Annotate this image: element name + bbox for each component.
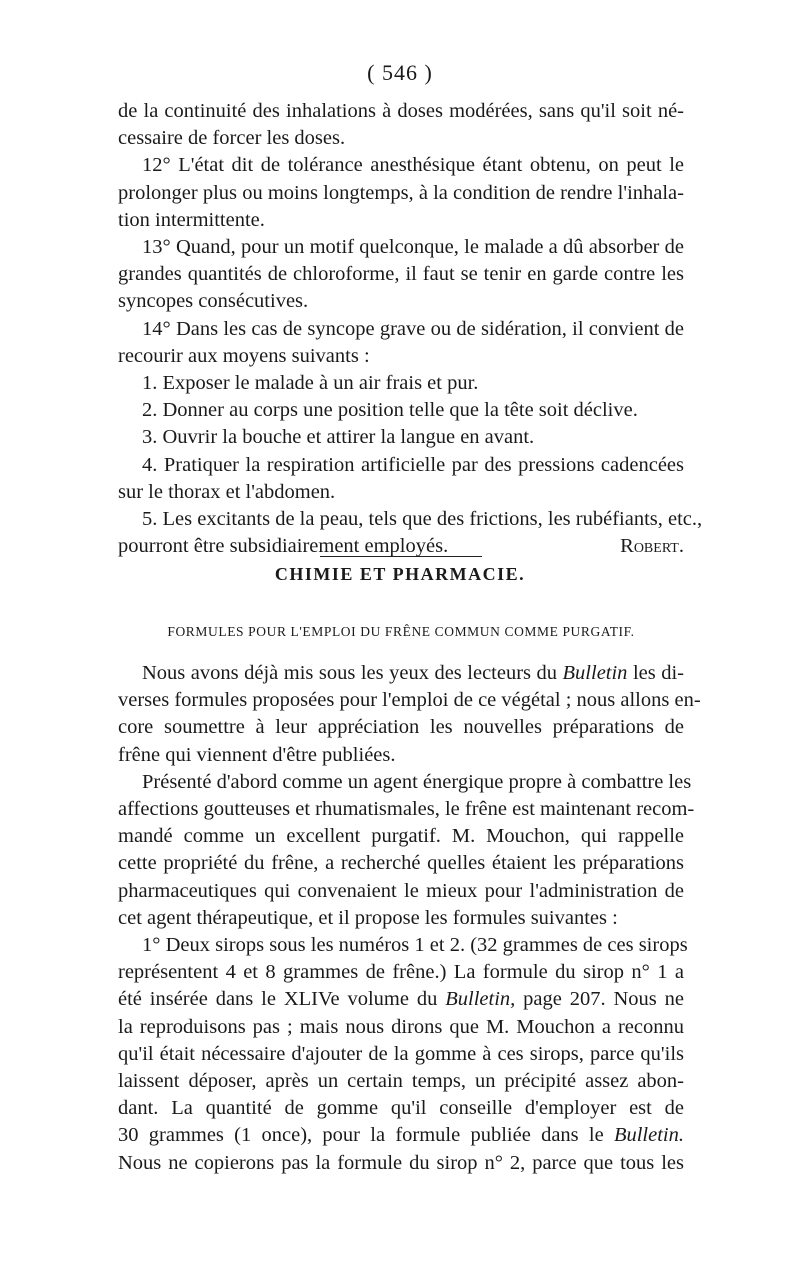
section-divider bbox=[320, 556, 482, 557]
section-heading: CHIMIE ET PHARMACIE. bbox=[274, 564, 526, 584]
list-item: 1. Exposer le malade à un air frais et pur. bbox=[142, 372, 479, 395]
text-line: 13° Quand, pour un motif quelconque, le malade a dû absorber de bbox=[142, 236, 684, 259]
text-line: pourront être subsidiairement employés. bbox=[118, 535, 449, 558]
text-line: 1° Deux sirops sous les numéros 1 et 2. (32 grammes de ces sirops bbox=[142, 934, 688, 957]
text-line: cette propriété du frêne, a recherché quelles étaient les préparations bbox=[118, 852, 684, 875]
page-number: ( 546 ) bbox=[367, 60, 433, 85]
text-line: affections goutteuses et rhumatismales, le frêne est maintenant recom- bbox=[118, 798, 695, 821]
text-line: Nous avons déjà mis sous les yeux des lecteurs du Bulletin les di- bbox=[142, 662, 684, 684]
text-line: été insérée dans le XLIVe volume du Bulletin, page 207. Nous ne bbox=[118, 988, 684, 1011]
list-item: 5. Les excitants de la peau, tels que des frictions, les rubéfiants, etc., bbox=[142, 508, 703, 531]
text-line: 30 grammes (1 once), pour la formule publiée dans le Bulletin. bbox=[118, 1124, 684, 1147]
text-line: Nous ne copierons pas la formule du sirop n° 2, parce que tous les bbox=[118, 1151, 684, 1174]
text-line: 12° L'état dit de tolérance anesthésique étant obtenu, on peut le bbox=[142, 154, 684, 177]
text-line: 14° Dans les cas de syncope grave ou de sidération, il convient de bbox=[142, 317, 684, 340]
text-line: mandé comme un excellent purgatif. M. Mouchon, qui rappelle bbox=[118, 825, 684, 848]
text-line: dant. La quantité de gomme qu'il conseille d'employer est de bbox=[118, 1097, 684, 1120]
list-item: 2. Donner au corps une position telle que la tête soit déclive. bbox=[142, 399, 638, 422]
text-line: de la continuité des inhalations à doses modérées, sans qu'il soit né- bbox=[118, 100, 684, 122]
text-line: représentent 4 et 8 grammes de frêne.) La formule du sirop n° 1 a bbox=[118, 961, 684, 984]
text-line: la reproduisons pas ; mais nous dirons que M. Mouchon a reconnu bbox=[118, 1015, 684, 1038]
text-line: syncopes consécutives. bbox=[118, 290, 309, 313]
text-line: pharmaceutiques qui convenaient le mieux pour l'administration de bbox=[118, 879, 684, 902]
text-line: sur le thorax et l'abdomen. bbox=[118, 480, 336, 503]
text-line: frêne qui viennent d'être publiées. bbox=[118, 743, 396, 766]
article-title: FORMULES POUR L'EMPLOI DU FRÊNE COMMUN COMME PURGATIF. bbox=[167, 624, 635, 639]
text-line: verses formules proposées pour l'emploi de ce végétal ; nous allons en- bbox=[118, 689, 701, 712]
text-line: cet agent thérapeutique, et il propose les formules suivantes : bbox=[118, 906, 618, 929]
author-signature: Robert. bbox=[620, 535, 684, 558]
article-body bbox=[118, 660, 701, 1177]
text-line: core soumettre à leur appréciation les nouvelles préparations de bbox=[118, 716, 684, 739]
text-line: Présenté d'abord comme un agent énergique propre à combattre les bbox=[142, 770, 692, 793]
text-line: tion intermittente. bbox=[118, 208, 265, 231]
list-item: 3. Ouvrir la bouche et attirer la langue en avant. bbox=[142, 426, 535, 449]
text-line: cessaire de forcer les doses. bbox=[118, 127, 346, 150]
text-line: qu'il était nécessaire d'ajouter de la gomme à ces sirops, parce qu'ils bbox=[118, 1042, 684, 1065]
text-line: prolonger plus ou moins longtemps, à la condition de rendre l'inhala- bbox=[118, 181, 684, 204]
text-line: grandes quantités de chloroforme, il faut se tenir en garde contre les bbox=[118, 263, 684, 286]
top-text-block bbox=[118, 98, 703, 560]
list-item: 4. Pratiquer la respiration artificielle par des pressions cadencées bbox=[142, 453, 684, 476]
text-line: laissent déposer, après un certain temps, un précipité assez abon- bbox=[118, 1070, 684, 1093]
text-line: recourir aux moyens suivants : bbox=[118, 344, 370, 367]
